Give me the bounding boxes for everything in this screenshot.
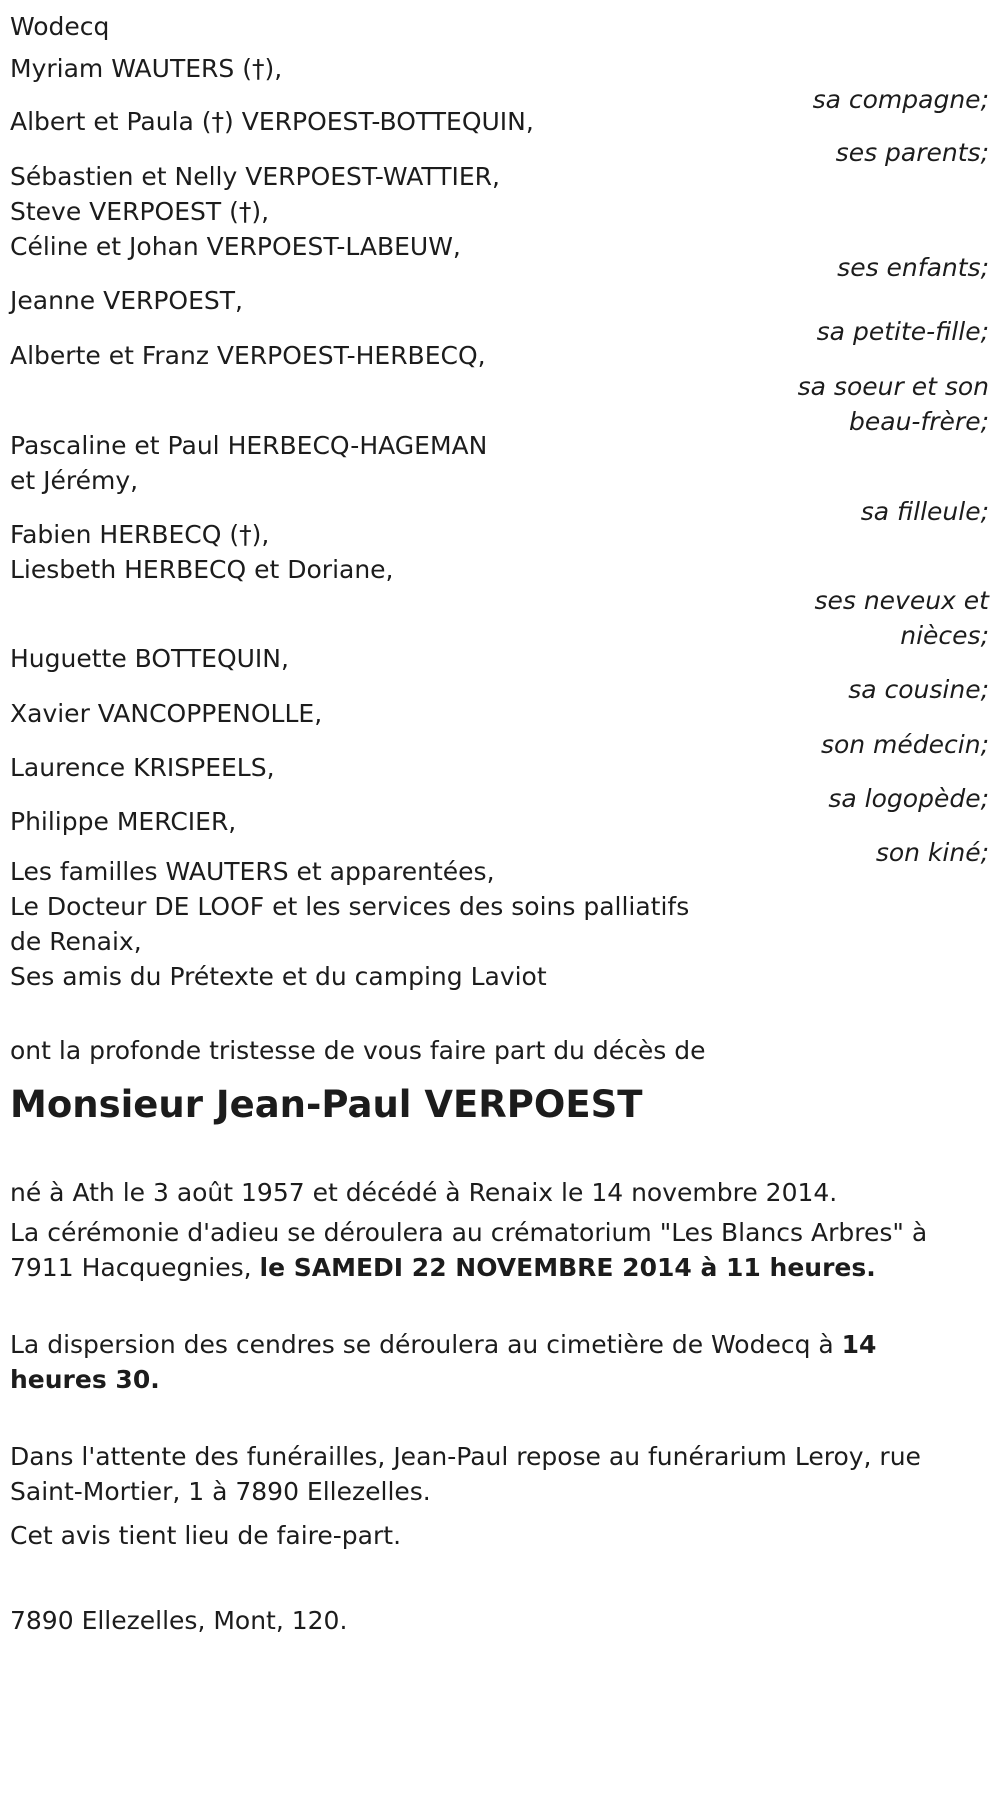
family-member-line: Fabien HERBECQ (†), — [10, 520, 270, 549]
dispersion-text — [0, 1327, 886, 1397]
family-member-line: Céline et Johan VERPOEST-LABEUW, — [10, 232, 461, 261]
relation-label: son kiné; — [875, 838, 989, 867]
family-member-line: Laurence KRISPEELS, — [10, 753, 275, 782]
announcement-text: ont la profonde tristesse de vous faire part du décès de — [10, 1036, 706, 1065]
relation-label: son médecin; — [820, 730, 989, 759]
family-member-line: Liesbeth HERBECQ et Doriane, — [10, 555, 394, 584]
families-block — [10, 854, 689, 994]
relation-label: beau-frère; — [849, 407, 989, 436]
family-member-line: Jeanne VERPOEST, — [10, 286, 243, 315]
families-line: Le Docteur DE LOOF et les services des soins palliatifs — [10, 892, 690, 921]
relation-label: ses neveux et — [814, 586, 989, 615]
relation-label: sa cousine; — [848, 675, 989, 704]
funerarium-text — [0, 1439, 931, 1509]
ceremony-text — [0, 1215, 937, 1285]
family-member-line: Xavier VANCOPPENOLLE, — [10, 699, 323, 728]
relation-label: sa soeur et son — [797, 372, 989, 401]
place-label: Wodecq — [10, 12, 110, 41]
relation-label: ses parents; — [835, 138, 989, 167]
relation-label: sa logopède; — [828, 784, 989, 813]
relation-label: ses enfants; — [837, 253, 989, 282]
dispersion-hour-2: heures 30. — [10, 1365, 160, 1394]
dispersion-hour: 14 — [841, 1330, 877, 1359]
family-member-line: Sébastien et Nelly VERPOEST-WATTIER, — [10, 162, 501, 191]
dispersion-line-1: La dispersion des cendres se déroulera au cimetière de Wodecq à — [10, 1330, 842, 1359]
family-member-line: et Jérémy, — [10, 466, 139, 495]
funerarium-line-1: Dans l'attente des funérailles, Jean-Paul repose au funérarium Leroy, rue — [10, 1442, 921, 1471]
family-member-line: Alberte et Franz VERPOEST-HERBECQ, — [10, 341, 486, 370]
relation-label: sa petite-fille; — [816, 317, 989, 346]
birth-death-text: né à Ath le 3 août 1957 et décédé à Renaix le 14 novembre 2014. — [10, 1178, 838, 1207]
family-member-line: Philippe MERCIER, — [10, 807, 237, 836]
family-member-line: Albert et Paula (†) VERPOEST-BOTTEQUIN, — [10, 107, 534, 136]
families-line: de Renaix, — [10, 927, 142, 956]
deceased-name: Monsieur Jean-Paul VERPOEST — [10, 1083, 643, 1126]
address-text: 7890 Ellezelles, Mont, 120. — [10, 1606, 348, 1635]
ceremony-line-2: 7911 Hacquegnies, — [10, 1253, 260, 1282]
ceremony-date: le SAMEDI 22 NOVEMBRE 2014 à 11 heures. — [259, 1253, 876, 1282]
funerarium-line-2: Saint-Mortier, 1 à 7890 Ellezelles. — [10, 1477, 431, 1506]
relation-label: sa filleule; — [860, 497, 989, 526]
family-member-line: Steve VERPOEST (†), — [10, 197, 270, 226]
families-line: Les familles WAUTERS et apparentées, — [10, 857, 495, 886]
relation-label: sa compagne; — [812, 85, 989, 114]
family-member-line: Huguette BOTTEQUIN, — [10, 644, 289, 673]
ceremony-line-1: La cérémonie d'adieu se déroulera au crématorium "Les Blancs Arbres" à — [10, 1218, 928, 1247]
relation-label: nièces; — [900, 621, 989, 650]
family-member-line: Myriam WAUTERS (†), — [10, 54, 283, 83]
families-line: Ses amis du Prétexte et du camping Laviot — [10, 962, 547, 991]
notice-text: Cet avis tient lieu de faire-part. — [10, 1521, 402, 1550]
family-member-line: Pascaline et Paul HERBECQ-HAGEMAN — [10, 431, 488, 460]
